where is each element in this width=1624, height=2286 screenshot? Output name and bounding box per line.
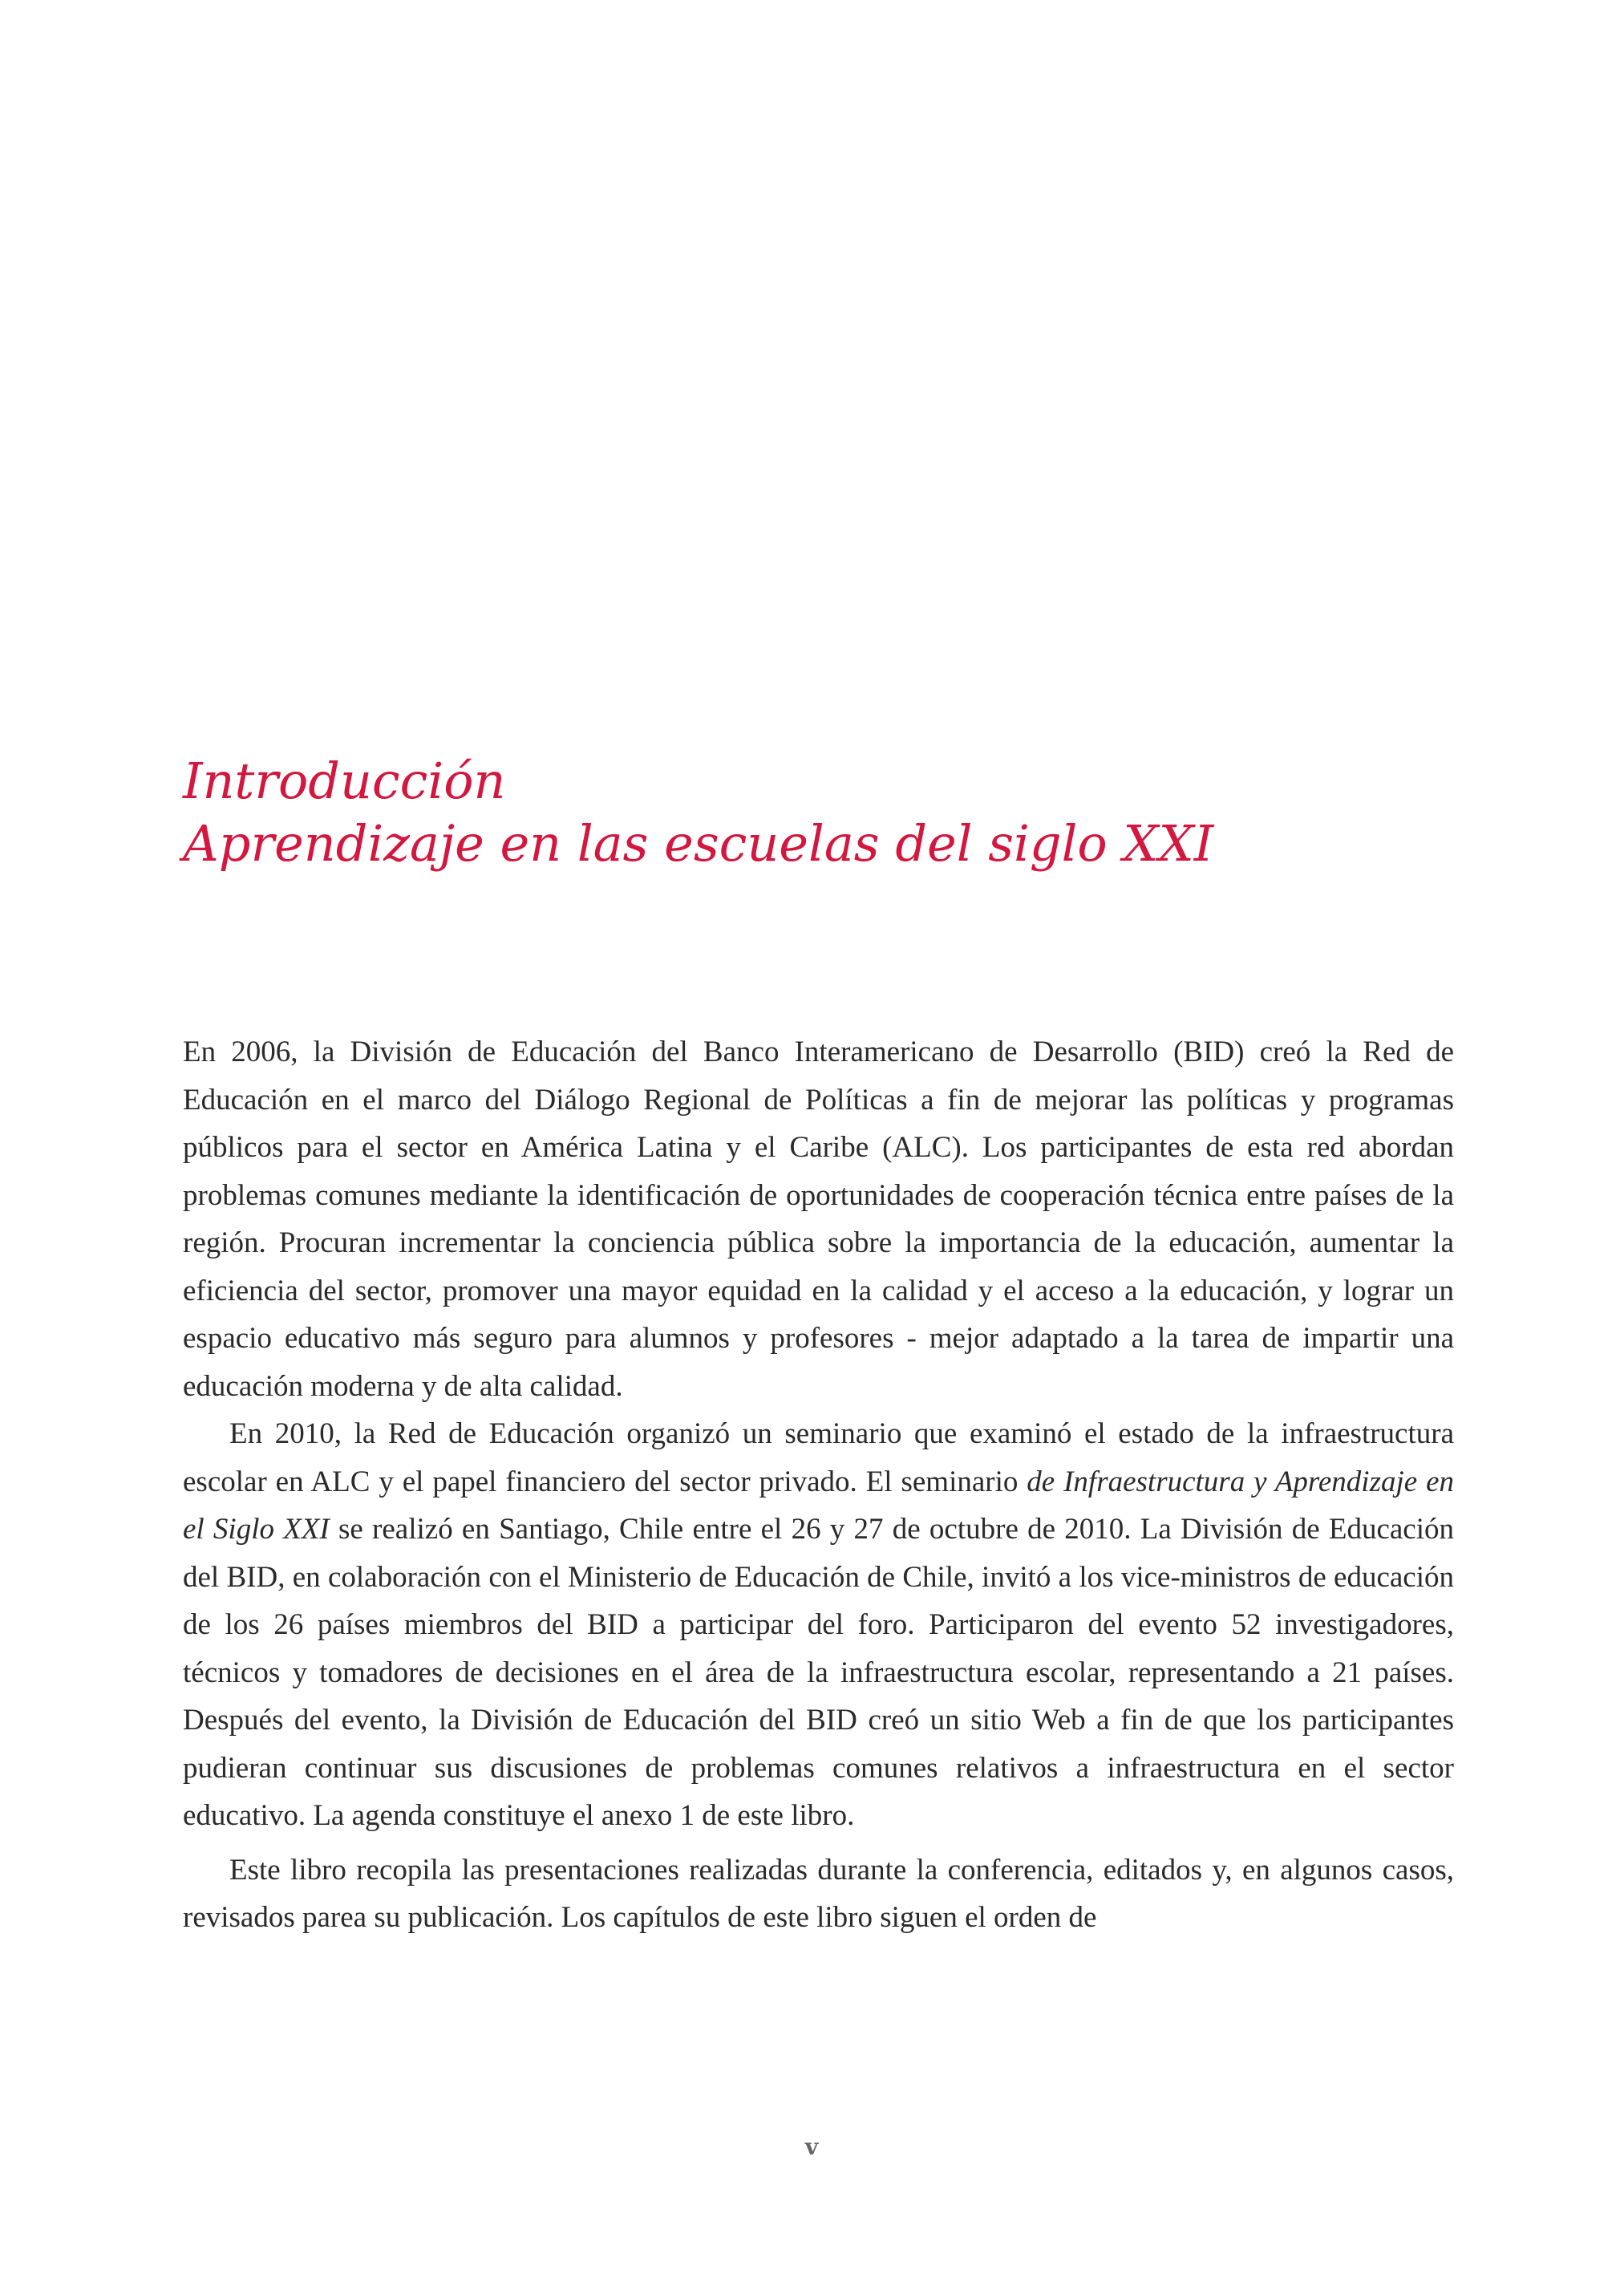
heading-line-subtitle: Aprendizaje en las escuelas del siglo XXI	[183, 814, 1214, 873]
heading-line-introduccion: Introducción	[183, 752, 506, 810]
paragraph-1: En 2006, la División de Educación del Banco Interamericano de Desarrollo (BID) creó la Red de Educación en el marco del Diálogo Regional de Políticas a fin de mejorar las políticas y programas públicos para el sector en América Latina y el Caribe (ALC). Los participantes de esta red abordan problemas comunes mediante la identificación de oportunidades de cooperación técnica entre países de la región. Procuran incrementar la conciencia pública sobre la importancia de la educación, aumentar la eficiencia del sector, promover una mayor equidad en la calidad y el acceso a la educación, y lograr un espacio educativo más seguro para alumnos y profesores - mejor adaptado a la tarea de impartir una educación moderna y de alta calidad.	[183, 1036, 1454, 1403]
page-number: v	[804, 2134, 820, 2160]
chapter-heading	[183, 750, 1466, 875]
paragraph-2	[183, 1410, 1454, 1840]
paragraph-2-start: En 2010, la Red de Educación organizó un seminario que examinó el estado de la infraestructura escolar en ALC y el papel financiero del sector privado. El seminario	[183, 1417, 1454, 1498]
body-text	[183, 1028, 1454, 1942]
paragraph-2-end: se realizó en Santiago, Chile entre el 26 y 27 de octubre de 2010. La División de Educación del BID, en colaboración con el Ministerio de Educación de Chile, invitó a los vice-ministros de educación de los 26 países miembros del BID a participar del foro. Participaron del evento 52 investigadores, técnicos y tomadores de decisiones en el área de la infraestructura escolar, representando a 21 países. Después del evento, la División de Educación del BID creó un sitio Web a fin de que los participantes pudieran continuar sus discusiones de problemas comunes relativos a infraestructura en el sector educativo. La agenda constituye el anexo 1 de este libro.	[183, 1513, 1454, 1832]
paragraph-2-seminar-title: de Infraestructura y Aprendizaje en el Siglo XXI	[183, 1465, 1454, 1546]
paragraph-3: Este libro recopila las presentaciones realizadas durante la conferencia, editados y, en algunos casos, revisados parea su publicación. Los capítulos de este libro siguen el orden de	[183, 1853, 1454, 1934]
